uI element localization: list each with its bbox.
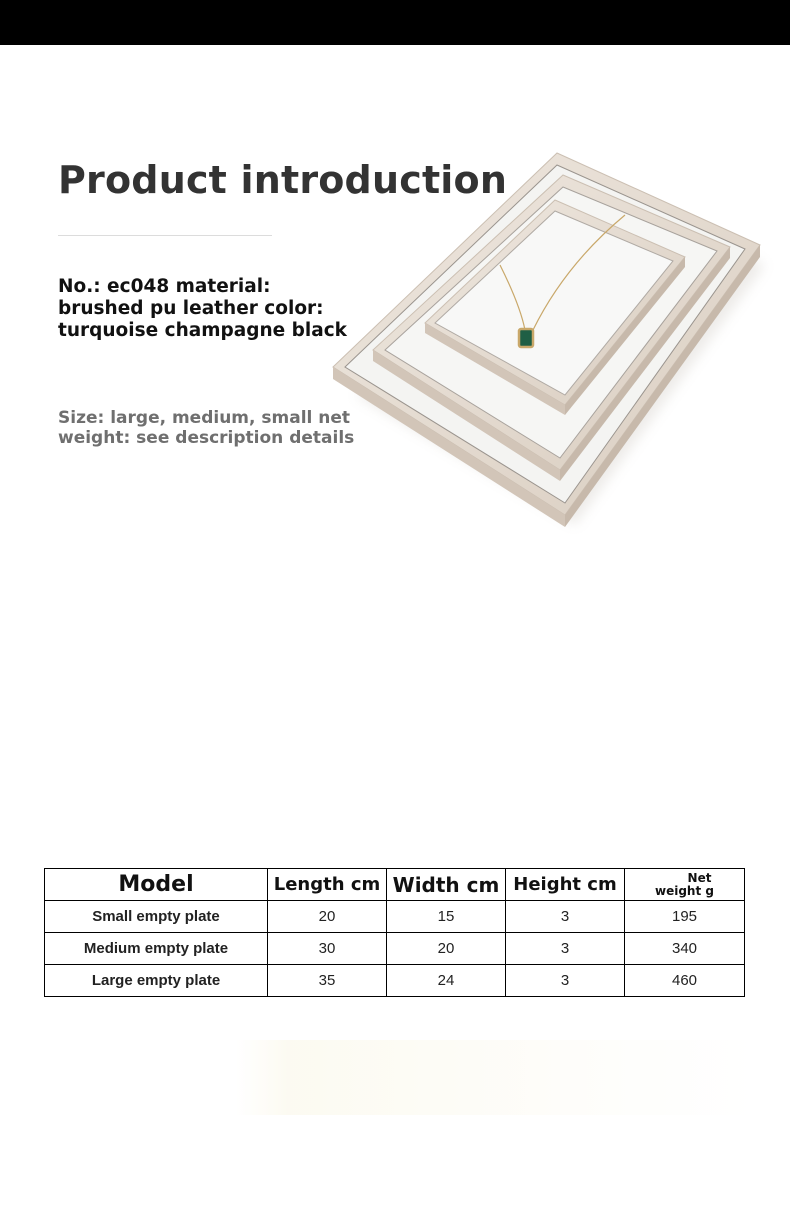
page-title: Product introduction [58,158,508,202]
table-row [45,965,745,997]
cell-width: 24 [387,965,506,997]
header-model: Model [45,869,268,901]
table-row [45,901,745,933]
header-net-weight [625,869,745,901]
table-row [45,933,745,965]
header-net-weight-line2: weight g [655,883,714,898]
spec-table [44,868,745,997]
cell-model: Medium empty plate [45,933,268,965]
top-bar [0,0,790,45]
cell-weight: 460 [625,965,745,997]
cell-weight: 195 [625,901,745,933]
table-header-row [45,869,745,901]
header-length: Length cm [268,869,387,901]
jewelry-tray-stack-image [325,145,775,540]
cell-length: 20 [268,901,387,933]
header-width: Width cm [387,869,506,901]
cell-model: Large empty plate [45,965,268,997]
cell-length: 35 [268,965,387,997]
cell-width: 15 [387,901,506,933]
header-net-weight-line1: Net [687,870,712,885]
cell-length: 30 [268,933,387,965]
cell-weight: 340 [625,933,745,965]
cell-width: 20 [387,933,506,965]
cell-height: 3 [506,933,625,965]
cell-model: Small empty plate [45,901,268,933]
cell-height: 3 [506,901,625,933]
product-spec-text: No.: ec048 material: brushed pu leather color: turquoise champagne black [58,276,347,341]
cell-height: 3 [506,965,625,997]
title-divider [58,235,272,236]
faint-background-block [236,1040,756,1115]
header-height: Height cm [506,869,625,901]
product-size-text: Size: large, medium, small net weight: see description details [58,408,355,448]
